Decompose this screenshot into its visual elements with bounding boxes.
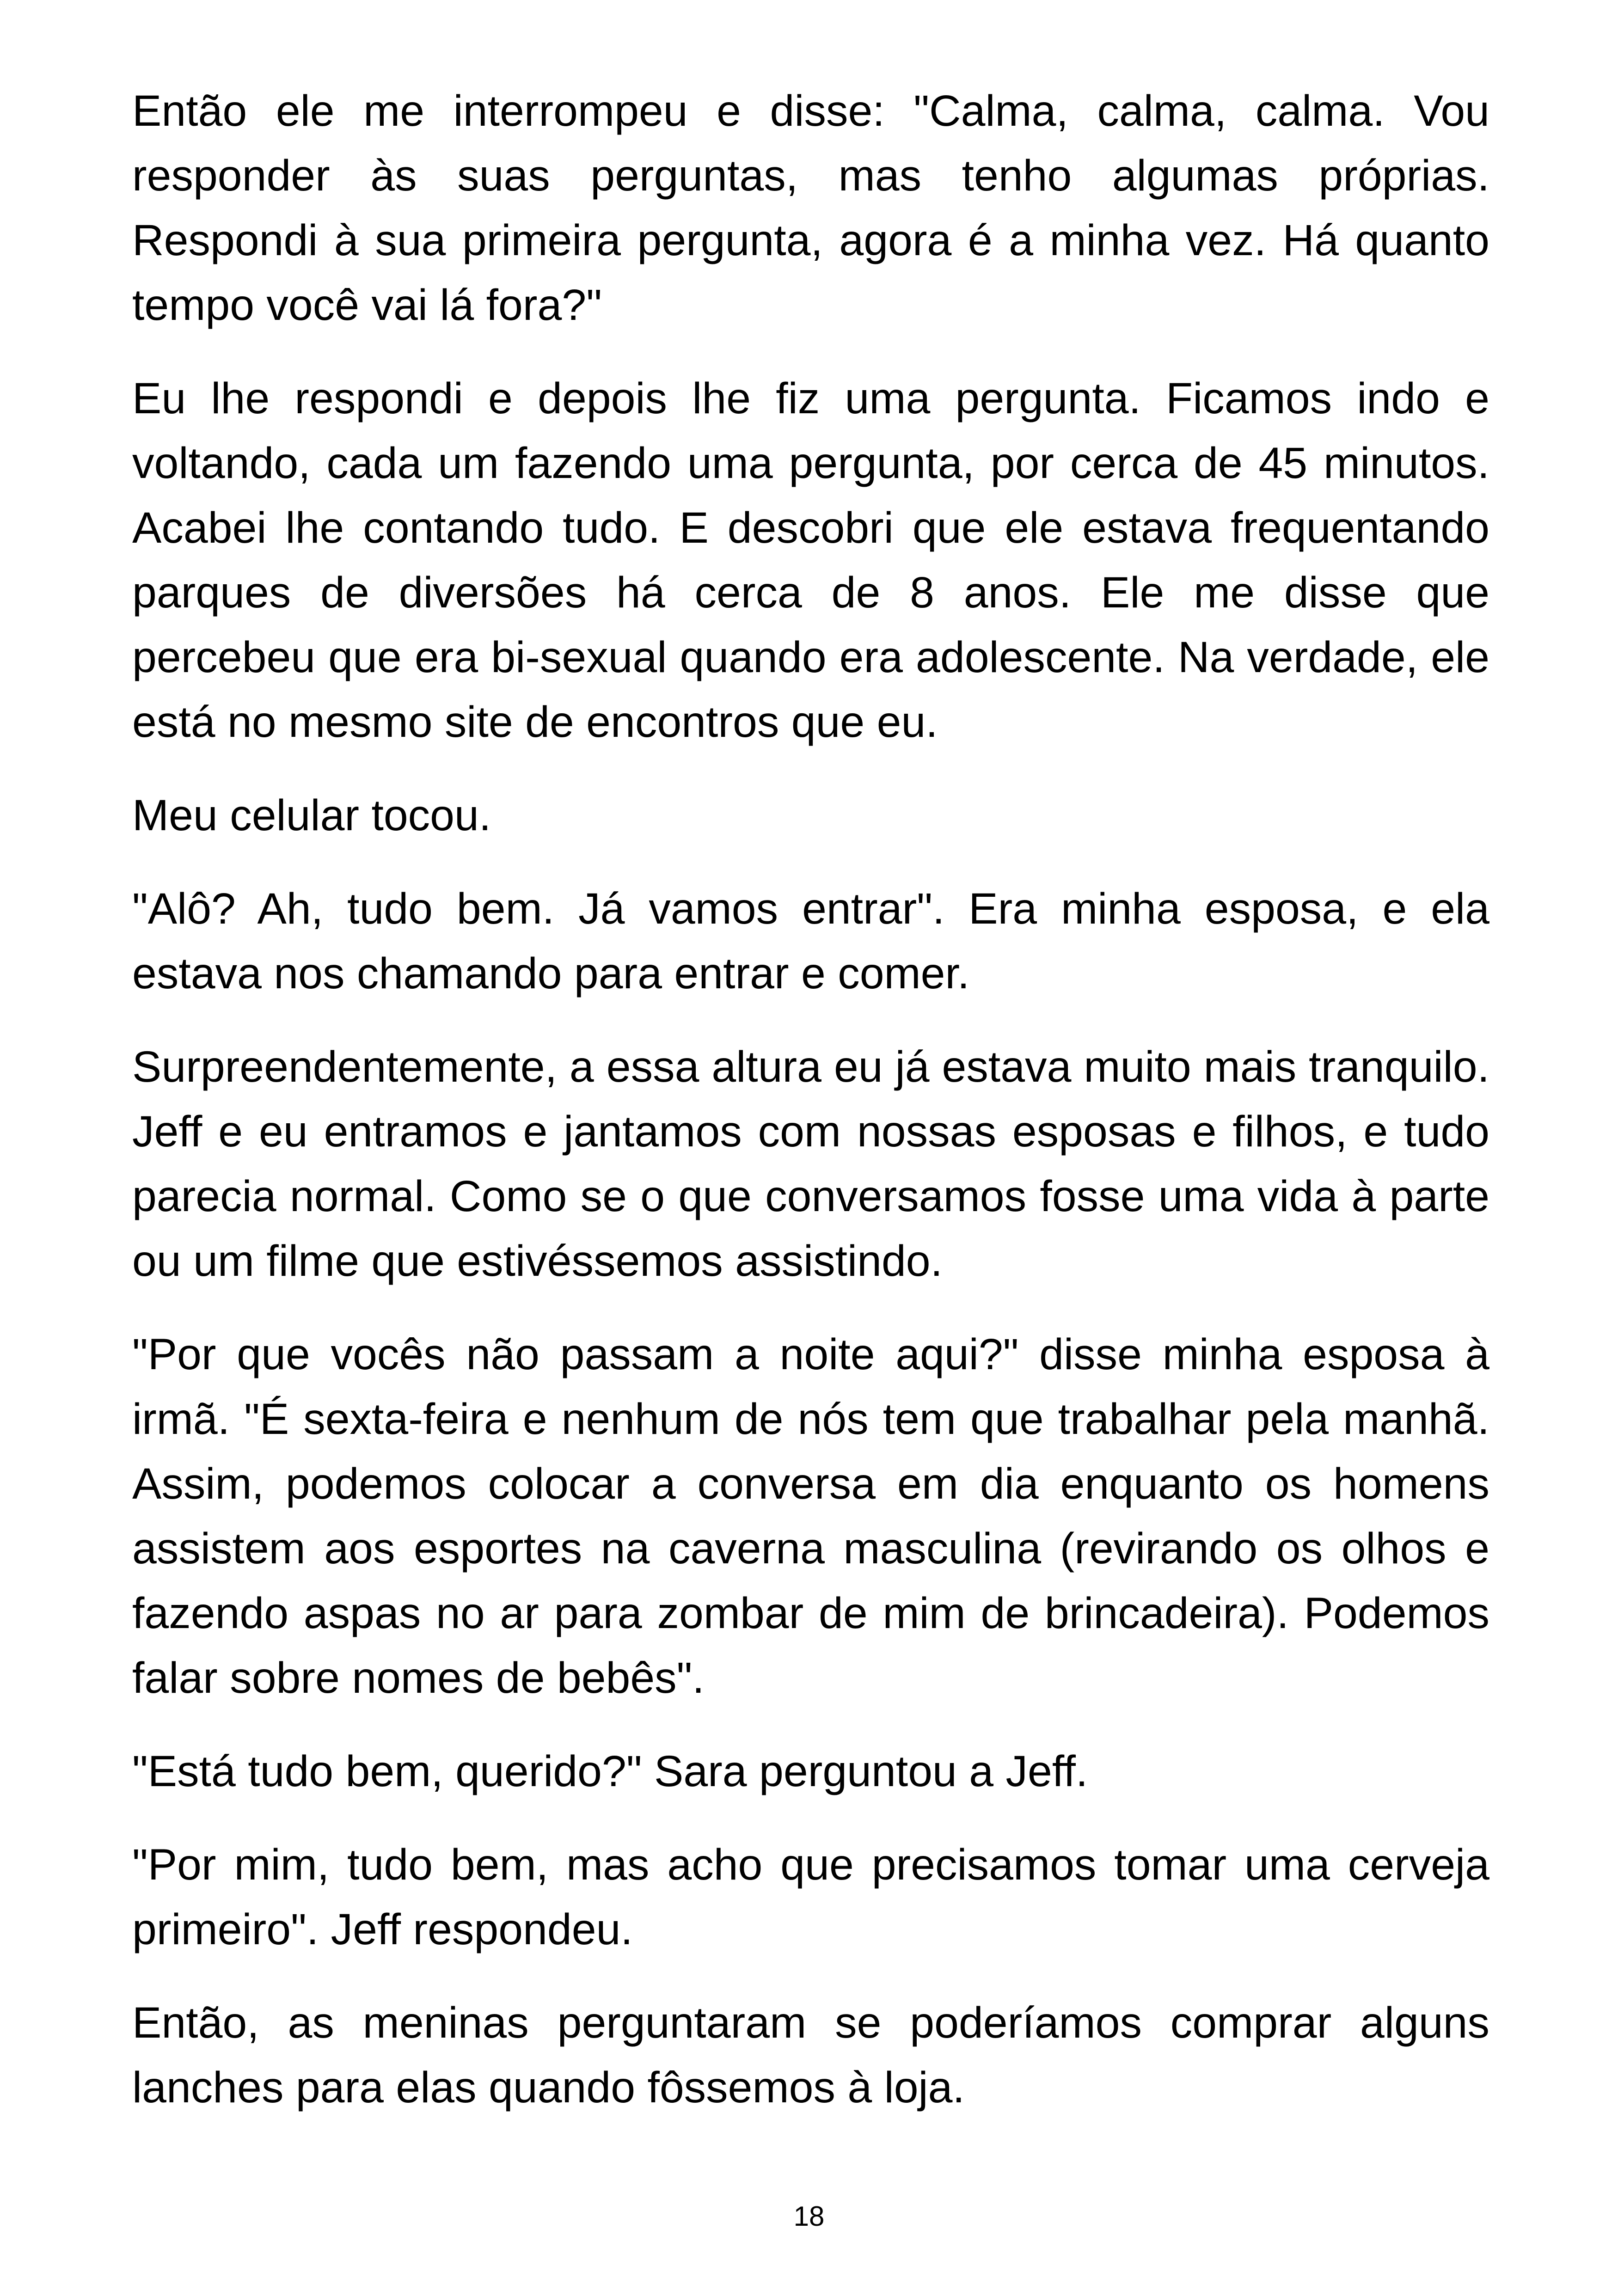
paragraph-6: "Por que vocês não passam a noite aqui?" disse minha esposa à irmã. "É sexta-feira e nenhum de nós tem que trabalhar pela manhã. Assim, podemos colocar a conversa em dia enquanto os homens assistem aos esportes na caverna masculina (revirando os olhos e fazendo aspas no ar para zombar de mim de brincadeira). Podemos falar sobre nomes de bebês".: [132, 1330, 1489, 1702]
page-number: 18: [793, 2201, 825, 2232]
paragraph-9: Então, as meninas perguntaram se poderíamos comprar alguns lanches para elas quando fôssemos à loja.: [132, 1998, 1489, 2112]
paragraph-2: Eu lhe respondi e depois lhe fiz uma pergunta. Ficamos indo e voltando, cada um fazendo uma pergunta, por cerca de 45 minutos. Acabei lhe contando tudo. E descobri que ele estava frequentando parques de diversões há cerca de 8 anos. Ele me disse que percebeu que era bi-sexual quando era adolescente. Na verdade, ele está no mesmo site de encontros que eu.: [132, 374, 1489, 747]
paragraph-8: "Por mim, tudo bem, mas acho que precisamos tomar uma cerveja primeiro". Jeff respondeu.: [132, 1840, 1489, 1954]
paragraph-7: "Está tudo bem, querido?" Sara perguntou a Jeff.: [132, 1747, 1088, 1796]
paragraph-3: Meu celular tocou.: [132, 791, 491, 840]
paragraph-1: Então ele me interrompeu e disse: "Calma, calma, calma. Vou responder às suas perguntas, mas tenho algumas próprias. Respondi à sua primeira pergunta, agora é a minha vez. Há quanto tempo você vai lá fora?": [132, 86, 1489, 330]
paragraph-4: "Alô? Ah, tudo bem. Já vamos entrar". Era minha esposa, e ela estava nos chamando para entrar e comer.: [132, 884, 1489, 998]
paragraph-5: Surpreendentemente, a essa altura eu já estava muito mais tranquilo. Jeff e eu entramos e jantamos com nossas esposas e filhos, e tudo parecia normal. Como se o que conversamos fosse uma vida à parte ou um filme que estivéssemos assistindo.: [132, 1042, 1489, 1286]
body-text: [132, 79, 1489, 2149]
